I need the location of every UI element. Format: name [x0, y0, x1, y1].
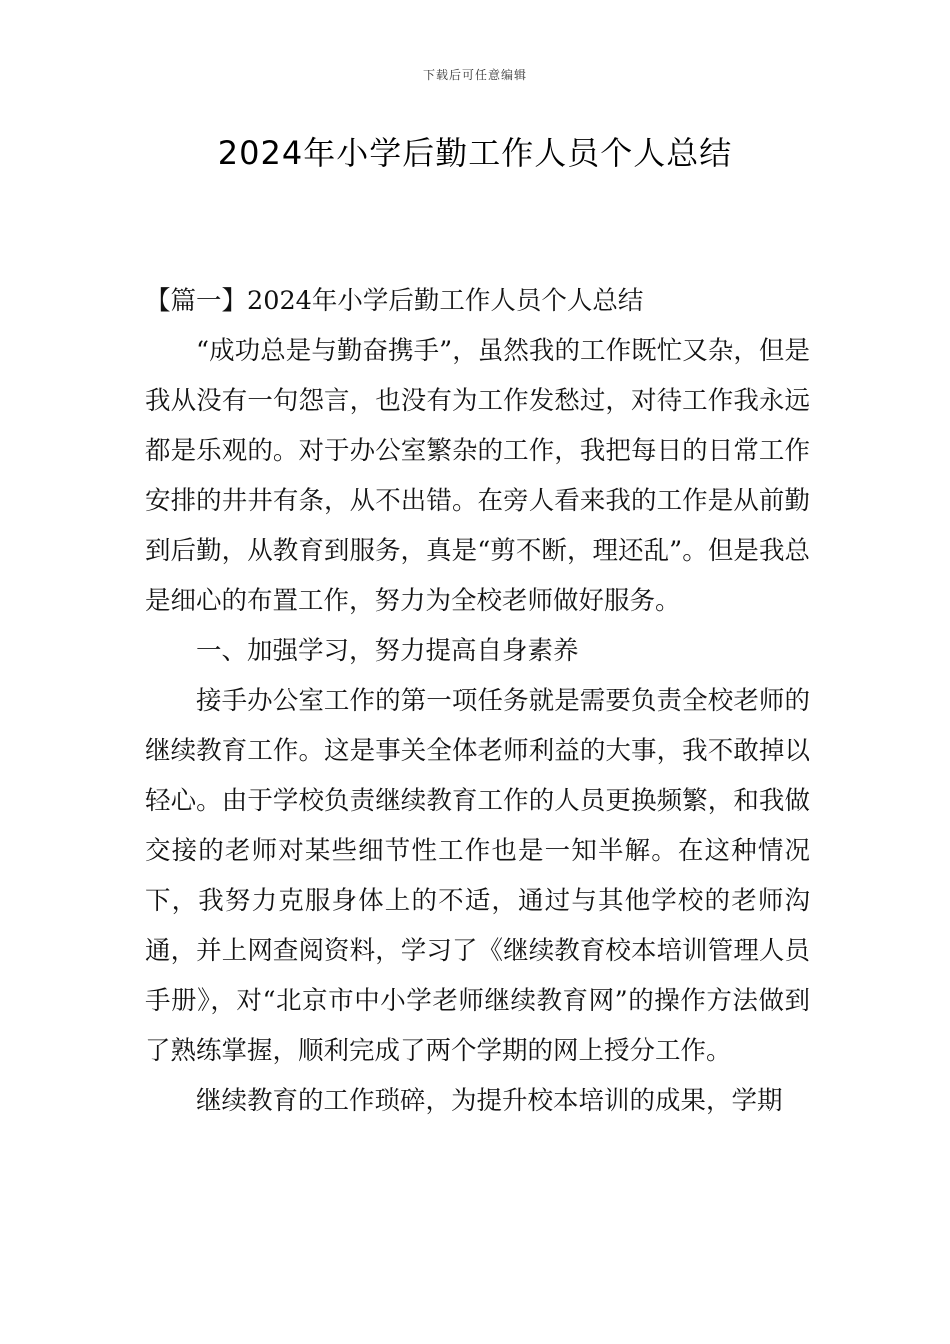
paragraph: 继续教育的工作琐碎，为提升校本培训的成果，学期: [196, 1086, 783, 1116]
document-body: [145, 276, 810, 1126]
paragraph: 接手办公室工作的第一项任务就是需要负责全校老师的继续教育工作。这是事关全体老师利益的大事，我不敢掉以轻心。由于学校负责继续教育工作的人员更换频繁，和我做交接的老师对某些细节性工作也是一知半解。在这种情况下，我努力克服身体上的不适，通过与其他学校的老师沟通，并上网查阅资料，学习了《继续教育校本培训管理人员手册》，对“北京市中小学老师继续教育网”的操作方法做到了熟练掌握，顺利完成了两个学期的网上授分工作。: [145, 686, 810, 1066]
subsection-heading: 一、加强学习，努力提高自身素养: [196, 636, 579, 666]
header-note: 下载后可任意编辑: [422, 68, 527, 82]
paragraph: “成功总是与勤奋携手”，虽然我的工作既忙又杂，但是我从没有一句怨言，也没有为工作发愁过，对待工作我永远都是乐观的。对于办公室繁杂的工作，我把每日的日常工作安排的井井有条，从不出错。在旁人看来我的工作是从前勤到后勤，从教育到服务，真是“剪不断，理还乱”。但是我总是细心的布置工作，努力为全校老师做好服务。: [145, 336, 810, 616]
document-title: 2024年小学后勤工作人员个人总结: [217, 134, 733, 172]
section-heading: 【篇一】2024年小学后勤工作人员个人总结: [145, 286, 644, 316]
